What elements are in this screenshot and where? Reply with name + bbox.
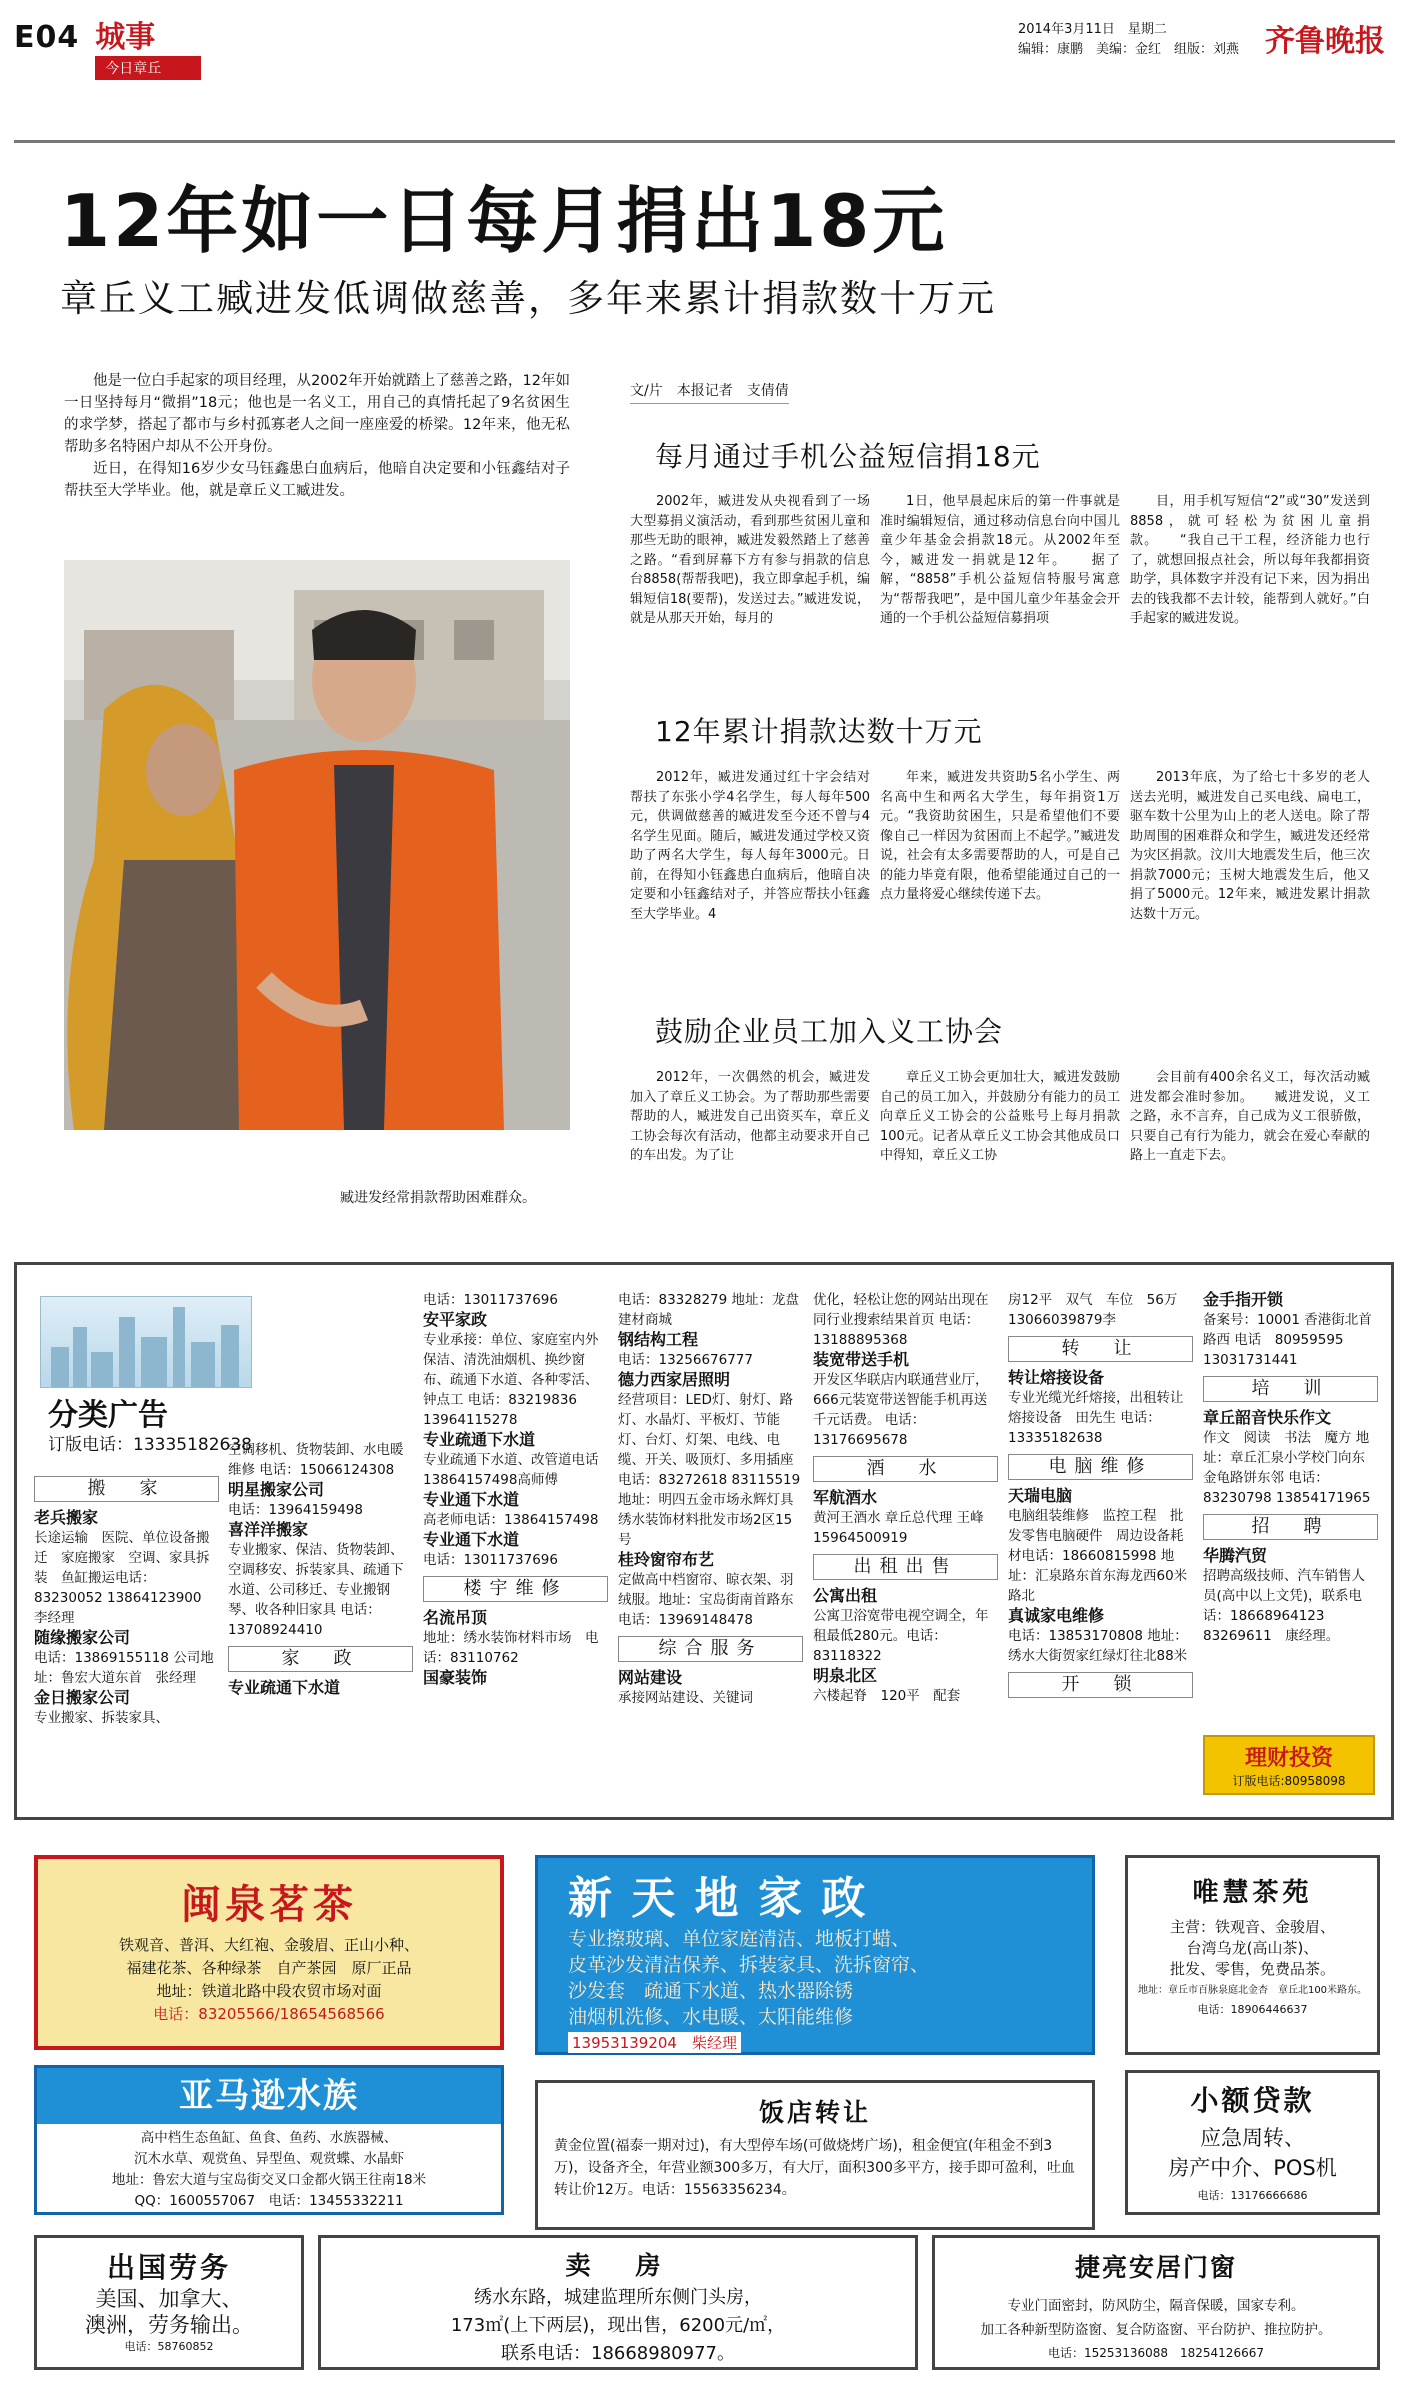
listing-text: 专业搬家、保洁、货物装卸、空调移安、拆装家具、疏通下水道、公司移迁、专业搬钢琴、收各种旧家具 电话：13708924410 bbox=[228, 1542, 404, 1638]
listing-text: 房12平 双气 车位 56万 13066039879李 bbox=[1008, 1292, 1191, 1328]
listing-text: 公寓卫浴宽带电视空调全，年租最低280元。电话：83118322 bbox=[813, 1608, 989, 1664]
restaurant-ad-text: 黄金位置(福泰一期对过)，有大型停车场(可做烧烤广场)，租金便宜(年租金不到3万)，设备齐全，年营业额300多万，有大厅，面积300多平方，接手即可盈利，吐血转让价12万。电话：15563356234。 bbox=[554, 2138, 1075, 2198]
windows-ad-phone: 电话：15253136088 18254126667 bbox=[1048, 2346, 1264, 2360]
listing-text: 优化，轻松让您的网站出现在同行业搜索结果首页 电话：13188895368 bbox=[813, 1292, 989, 1348]
section-heading: 12年累计捐款达数十万元 bbox=[655, 715, 983, 748]
category-label: 出租出售 bbox=[813, 1554, 998, 1580]
listing-text: 高老师电话：13864157498 bbox=[423, 1512, 599, 1528]
ad-line: 沉木水草、观赏鱼、异型鱼、观赏蝶、水晶虾 bbox=[134, 2151, 404, 2167]
article-column: 章丘义工协会更加壮大，臧进发鼓励自己的员工加入，并鼓励分有能力的员工向章丘义工协会的公益账号上每月捐款100元。记者从章丘义工协会其他成员口中得知，章丘义工协 bbox=[880, 1070, 1120, 1163]
header-divider bbox=[14, 140, 1395, 143]
category-label: 招 聘 bbox=[1203, 1514, 1378, 1540]
category-label: 搬 家 bbox=[34, 1476, 219, 1502]
category-label: 家 政 bbox=[228, 1646, 413, 1672]
loan-ad-text bbox=[1128, 2123, 1377, 2183]
labor-ad-text bbox=[37, 2286, 301, 2338]
listing-text: 电话：13011737696 bbox=[423, 1292, 558, 1308]
section-label bbox=[95, 22, 201, 80]
listing-title: 专业疏通下水道 bbox=[423, 1430, 536, 1449]
ad-line: 地址：鲁宏大道与宝岛街交叉口金都火锅王往南18米 bbox=[111, 2172, 427, 2188]
listing-text: 招聘高级技师、汽车销售人员(高中以上文凭)，联系电话：18668964123 83269611 康经理。 bbox=[1203, 1568, 1365, 1644]
listing-text: 地址：绣水装饰材料市场 电话：83110762 bbox=[423, 1630, 599, 1666]
ad-line: 铁观音、普洱、大红袍、金骏眉、正山小种、 bbox=[118, 1936, 419, 1954]
labor-ad-title: 出国劳务 bbox=[106, 2251, 231, 2284]
article-column: 2013年底，为了给七十多岁的老人送去光明，臧进发自己买电线、扁电工，驱车数十公里为山上的老人送电。除了帮助周围的困难群众和学生，臧进发还经常为灾区捐款。汶川大地震发生后，他三次捐款7000元；玉树大地震发生后，他又捐了5000元。12年来，臧进发累计捐款达数十万元。 bbox=[1130, 770, 1370, 922]
ad-line: 沙发套 疏通下水道、热水器除锈 bbox=[568, 1980, 854, 2002]
classified-title: 分类广告 bbox=[48, 1398, 168, 1433]
restaurant-ad-title: 饭店转让 bbox=[758, 2098, 871, 2127]
windows-ad-title: 捷亮安居门窗 bbox=[1074, 2253, 1237, 2282]
ad-line: 绣水东路，城建监理所东侧门头房， bbox=[474, 2287, 762, 2308]
listing-title: 转让熔接设备 bbox=[1008, 1368, 1105, 1387]
listing-text: 电话：13964159498 bbox=[228, 1502, 363, 1518]
lead-paragraph: 他是一位白手起家的项目经理，从2002年开始就踏上了慈善之路，12年如一日坚持每月“微捐”18元；他也是一名义工，用自己的真情托起了9名贫困生的求学梦，搭起了都市与乡村孤寡老人之间一座座爱的桥梁。12年来，他无私帮助多名特困户却从不公开身份。 bbox=[64, 373, 570, 455]
listing-title: 明泉北区 bbox=[813, 1666, 878, 1685]
listing-title: 军航酒水 bbox=[813, 1488, 878, 1507]
classified-column-1 bbox=[34, 1470, 219, 1728]
listing-title: 安平家政 bbox=[423, 1310, 488, 1329]
headline: 12年如一日每月捐出18元 bbox=[60, 179, 948, 263]
tea-shop-ad bbox=[34, 1855, 504, 2050]
listing-text: 开发区华联店内联通营业厅，666元装宽带送智能手机再送千元话费。 电话：13176695678 bbox=[813, 1372, 989, 1448]
ad-line: 主营：铁观音、金骏眉、 bbox=[1169, 1918, 1335, 1936]
photo-illustration bbox=[64, 560, 570, 1130]
category-label: 电脑维修 bbox=[1008, 1454, 1193, 1480]
section-subtitle: 今日章丘 bbox=[95, 56, 201, 80]
ad-line: 地址：铁道北路中段农贸市场对面 bbox=[156, 1982, 382, 2000]
ad-line: 油烟机洗修、水电暖、太阳能维修 bbox=[568, 2006, 854, 2028]
tea-garden-ad bbox=[1125, 1855, 1380, 2055]
ad-line: 高中档生态鱼缸、鱼食、鱼药、水族器械、 bbox=[140, 2130, 398, 2146]
listing-title: 天瑞电脑 bbox=[1008, 1486, 1073, 1505]
tea-garden-phone: 电话：18906446637 bbox=[1197, 2003, 1308, 2016]
listing-title: 专业疏通下水道 bbox=[228, 1678, 341, 1697]
listing-title: 华腾汽贸 bbox=[1203, 1546, 1268, 1565]
classified-column-6 bbox=[1008, 1290, 1193, 1704]
section-heading: 每月通过手机公益短信捐18元 bbox=[655, 440, 1041, 473]
windows-doors-ad bbox=[932, 2235, 1380, 2370]
ad-line: 澳洲，劳务输出。 bbox=[85, 2313, 253, 2337]
loan-ad-title: 小额贷款 bbox=[1190, 2084, 1315, 2117]
article-photo bbox=[64, 560, 570, 1130]
lead-paragraph: 近日，在得知16岁少女马钰鑫患白血病后，他暗自决定要和小钰鑫结对子帮扶至大学毕业。他，就是章丘义工臧进发。 bbox=[64, 461, 570, 499]
listing-text: 长途运输 医院、单位设备搬迁 家庭搬家 空调、家具拆装 鱼缸搬运电话：83230052 13864123900 李经理 bbox=[34, 1530, 215, 1626]
section-heading: 鼓励企业员工加入义工协会 bbox=[655, 1015, 1004, 1048]
classified-column-7 bbox=[1203, 1290, 1378, 1646]
tea-garden-text bbox=[1128, 1917, 1377, 1980]
article-column: 2002年，臧进发从央视看到了一场大型募捐义演活动，看到那些贫困儿童和那些无助的眼神，臧进发毅然踏上了慈善之路。“看到屏幕下方有参与捐款的信息台8858(帮帮我吧)，我立即拿起手机，编辑短信18(要帮)，发送过去。”臧进发说，就是从那天开始，每月的 bbox=[630, 494, 870, 626]
ad-line: 批发、零售，免费品茶。 bbox=[1169, 1960, 1335, 1978]
listing-text: 备案号：10001 香港街北首路西 电话 80959595 13031731441 bbox=[1203, 1312, 1372, 1368]
tea-garden-title: 唯慧茶苑 bbox=[1192, 1878, 1313, 1908]
listing-title: 章丘韶音快乐作文 bbox=[1203, 1408, 1332, 1427]
listing-text: 电话：13853170808 地址：绣水大街贺家红绿灯往北88米 bbox=[1008, 1628, 1188, 1664]
listing-title: 国豪装饰 bbox=[423, 1668, 488, 1687]
aquarium-title: 亚马逊水族 bbox=[37, 2068, 501, 2124]
listing-text: 电话：13256676777 bbox=[618, 1352, 753, 1368]
article-column: 会目前有400余名义工，每次活动臧进发都会准时参加。 臧进发说，义工之路，永不言弃，自己成为义工很骄傲，只要自己有行为能力，就会在爱心奉献的路上一直走下去。 bbox=[1130, 1070, 1370, 1163]
article-column: 2012年，一次偶然的机会，臧进发加入了章丘义工协会。为了帮助那些需要帮助的人，臧进发自己出资买车，章丘义工协会每次有活动，他都主动要求开自己的车出发。为了让 bbox=[630, 1070, 870, 1163]
ad-line: QQ：1600557067 电话：13455332211 bbox=[134, 2193, 404, 2209]
labor-ad-phone: 电话：58760852 bbox=[124, 2340, 214, 2353]
editor-credits: 编辑：康鹏 美编：金红 组版：刘燕 bbox=[1017, 42, 1239, 57]
issue-date: 2014年3月11日 星期二 bbox=[1017, 22, 1167, 37]
tea-garden-address: 地址：章丘市百脉泉庭北金杏 章丘北100米路东。 bbox=[1137, 1985, 1368, 1996]
ad-line: 电话：83205566/18654568566 bbox=[153, 2005, 385, 2023]
classified-column-5 bbox=[813, 1290, 998, 1706]
listing-title: 老兵搬家 bbox=[34, 1508, 99, 1527]
listing-text: 定做高中档窗帘、晾衣架、羽绒服。地址：宝岛街南首路东 电话：13969148478 bbox=[618, 1572, 794, 1628]
page-number: E04 bbox=[14, 20, 80, 55]
listing-title: 专业通下水道 bbox=[423, 1490, 520, 1509]
house-sale-ad bbox=[318, 2235, 918, 2370]
category-label: 培 训 bbox=[1203, 1376, 1378, 1402]
listing-title: 公寓出租 bbox=[813, 1586, 878, 1605]
listing-text: 承接网站建设、关键词 bbox=[618, 1690, 753, 1706]
listing-title: 钢结构工程 bbox=[618, 1330, 699, 1349]
listing-text: 电话：83328279 地址：龙盘建材商城 bbox=[618, 1292, 800, 1328]
aquarium-ad bbox=[34, 2065, 504, 2215]
listing-text: 专业承接：单位、家庭室内外保洁、清洗油烟机、换纱窗布、疏通下水道、各种零活、钟点工 电话：83219836 13964115278 bbox=[423, 1332, 599, 1428]
section-name: 城事 bbox=[95, 20, 156, 55]
listing-text: 经营项目：LED灯、射灯、路灯、水晶灯、平板灯、节能灯、台灯、灯架、电线、电缆、开关、吸顶灯、多用插座 电话：83272618 83115519 地址：明四五金市场永辉灯具绣水装饰材料批发市场2区15号 bbox=[618, 1392, 801, 1548]
listing-text: 电话：13011737696 bbox=[423, 1552, 558, 1568]
category-label: 转 让 bbox=[1008, 1336, 1193, 1362]
house-ad-title: 卖 房 bbox=[565, 2251, 671, 2280]
listing-title: 喜洋洋搬家 bbox=[228, 1520, 309, 1539]
tea-shop-text bbox=[38, 1934, 500, 2026]
housekeeping-ad bbox=[535, 1855, 1095, 2055]
listing-title: 专业通下水道 bbox=[423, 1530, 520, 1549]
listing-title: 真诚家电维修 bbox=[1008, 1606, 1105, 1625]
labor-export-ad bbox=[34, 2235, 304, 2370]
category-label: 酒 水 bbox=[813, 1456, 998, 1482]
finance-ad bbox=[1203, 1735, 1375, 1795]
house-ad-text bbox=[321, 2284, 915, 2368]
ad-line: 应急周转、 bbox=[1200, 2126, 1305, 2150]
article-byline: 文/片 本报记者 支倩倩 bbox=[630, 380, 789, 404]
subheadline: 章丘义工臧进发低调做慈善，多年来累计捐款数十万元 bbox=[60, 277, 996, 320]
page-header-left bbox=[14, 22, 201, 80]
ad-line: 加工各种新型防盗窗、复合防盗窗、平台防护、推拉防护。 bbox=[980, 2322, 1332, 2338]
ad-line: 专业擦玻璃、单位家庭清洁、地板打蜡、 bbox=[568, 1928, 911, 1950]
category-label: 楼宇维修 bbox=[423, 1576, 608, 1602]
article-column: 1日，他早晨起床后的第一件事就是准时编辑短信，通过移动信息台向中国儿童少年基金会捐款18元。从2002年至今，臧进发一捐就是12年。 据了解，“8858”手机公益短信特服号寓意为“帮帮我吧”，是中国儿童少年基金会开通的一个手机公益短信募捐项 bbox=[880, 494, 1120, 626]
listing-title: 网站建设 bbox=[618, 1668, 683, 1687]
listing-text: 专业搬家、拆装家具、 bbox=[34, 1710, 169, 1726]
listing-title: 随缘搬家公司 bbox=[34, 1628, 131, 1647]
loan-ad bbox=[1125, 2070, 1380, 2215]
photo-caption: 臧进发经常捐款帮助困难群众。 bbox=[340, 1190, 536, 1206]
article-column: 2012年，臧进发通过红十字会结对帮扶了东张小学4名学生，每人每年500元，供调做慈善的臧进发至今还不曾与4名学生见面。随后，臧进发通过学校又资助了两名大学生，每人每年3000元。日前，在得知小钰鑫患白血病后，他暗自决定要和小钰鑫结对子，并答应帮扶小钰鑫至大学毕业。4 bbox=[630, 770, 870, 922]
aquarium-text bbox=[37, 2128, 501, 2212]
tea-shop-title: 闽泉茗茶 bbox=[181, 1882, 357, 1928]
listing-text: 专业疏通下水道、改管道电话13864157498高师傅 bbox=[423, 1452, 599, 1488]
listing-text: 空调移机、货物装卸、水电暖维修 电话：15066124308 bbox=[228, 1442, 404, 1478]
ad-line: 房产中介、POS机 bbox=[1168, 2156, 1337, 2180]
finance-ad-title: 理财投资 bbox=[1244, 1746, 1333, 1771]
listing-text: 黄河王酒水 章丘总代理 王峰 15964500919 bbox=[813, 1510, 998, 1546]
housekeeping-text bbox=[568, 1926, 1092, 2030]
classified-column-4 bbox=[618, 1290, 803, 1708]
skyline-illustration bbox=[40, 1296, 252, 1388]
listing-text: 作文 阅读 书法 魔方 地址：章丘汇泉小学校门向东金龟路饼东邻 电话：83230798 13854171965 bbox=[1203, 1430, 1371, 1506]
article-column: 年来，臧进发共资助5名小学生、两名高中生和两名大学生，每年捐资1万元。“我资助贫困生，只是希望他们不要像自己一样因为贫困而上不起学。”臧进发说，社会有太多需要帮助的人，可是自己的能力毕竟有限，他希望能通过自己的一点力量将爱心继续传递下去。 bbox=[880, 770, 1120, 902]
listing-title: 金手指开锁 bbox=[1203, 1290, 1284, 1309]
page-header-info bbox=[1018, 20, 1239, 60]
article-lead bbox=[64, 370, 570, 502]
ad-line: 福建花茶、各种绿茶 自产茶园 原厂正品 bbox=[126, 1959, 412, 1977]
ad-line: 美国、加拿大、 bbox=[95, 2287, 243, 2311]
loan-ad-phone: 电话：13176666686 bbox=[1197, 2189, 1308, 2202]
listing-text: 六楼起脊 120平 配套 bbox=[813, 1688, 961, 1704]
ad-line: 联系电话：18668980977。 bbox=[501, 2343, 735, 2364]
listing-text: 电脑组装维修 监控工程 批发零售电脑硬件 周边设备耗材电话：18660815998 地址：汇泉路东首东海龙西60米路北 bbox=[1008, 1508, 1188, 1604]
newspaper-brand: 齐鲁晚报 bbox=[1265, 24, 1385, 59]
listing-title: 装宽带送手机 bbox=[813, 1350, 910, 1369]
classified-phone: 订版电话：13335182638 bbox=[48, 1435, 252, 1455]
category-label: 综合服务 bbox=[618, 1636, 803, 1662]
listing-title: 金日搬家公司 bbox=[34, 1688, 131, 1707]
housekeeping-phone: 13953139204 柴经理 bbox=[568, 2032, 741, 2053]
classified-column-2 bbox=[228, 1440, 413, 1698]
category-label: 开 锁 bbox=[1008, 1672, 1193, 1698]
article-column: 目，用手机写短信“2”或“30”发送到8858，就可轻松为贫困儿童捐款。 “我自己干工程，经济能力也行了，就想回报点社会，所以每年我都捐资助学，具体数字并没有记下来，因为捐出去的钱我都不去计较，能帮到人就好。”白手起家的臧进发说。 bbox=[1130, 494, 1370, 626]
housekeeping-title: 新 天 地 家 政 bbox=[568, 1873, 868, 1924]
ad-line: 皮革沙发清洁保养、拆装家具、洗拆窗帘、 bbox=[568, 1954, 930, 1976]
listing-title: 明星搬家公司 bbox=[228, 1480, 325, 1499]
ad-line: 专业门面密封，防风防尘，隔音保暖，国家专利。 bbox=[1007, 2298, 1305, 2314]
listing-title: 名流吊顶 bbox=[423, 1608, 488, 1627]
ad-line: 173㎡(上下两层)，现出售，6200元/㎡， bbox=[450, 2315, 786, 2336]
restaurant-transfer-ad bbox=[535, 2080, 1095, 2230]
listing-text: 电话：13869155118 公司地址：鲁宏大道东首 张经理 bbox=[34, 1650, 214, 1686]
finance-ad-phone: 订版电话:80958098 bbox=[1232, 1774, 1346, 1788]
listing-title: 桂玲窗帘布艺 bbox=[618, 1550, 715, 1569]
classified-column-3 bbox=[423, 1290, 608, 1688]
listing-text: 专业光缆光纤熔接，出租转让熔接设备 田先生 电话：13335182638 bbox=[1008, 1390, 1184, 1446]
listing-title: 德力西家居照明 bbox=[618, 1370, 731, 1389]
ad-line: 台湾乌龙(高山茶)、 bbox=[1186, 1939, 1319, 1957]
windows-ad-text bbox=[935, 2294, 1377, 2342]
